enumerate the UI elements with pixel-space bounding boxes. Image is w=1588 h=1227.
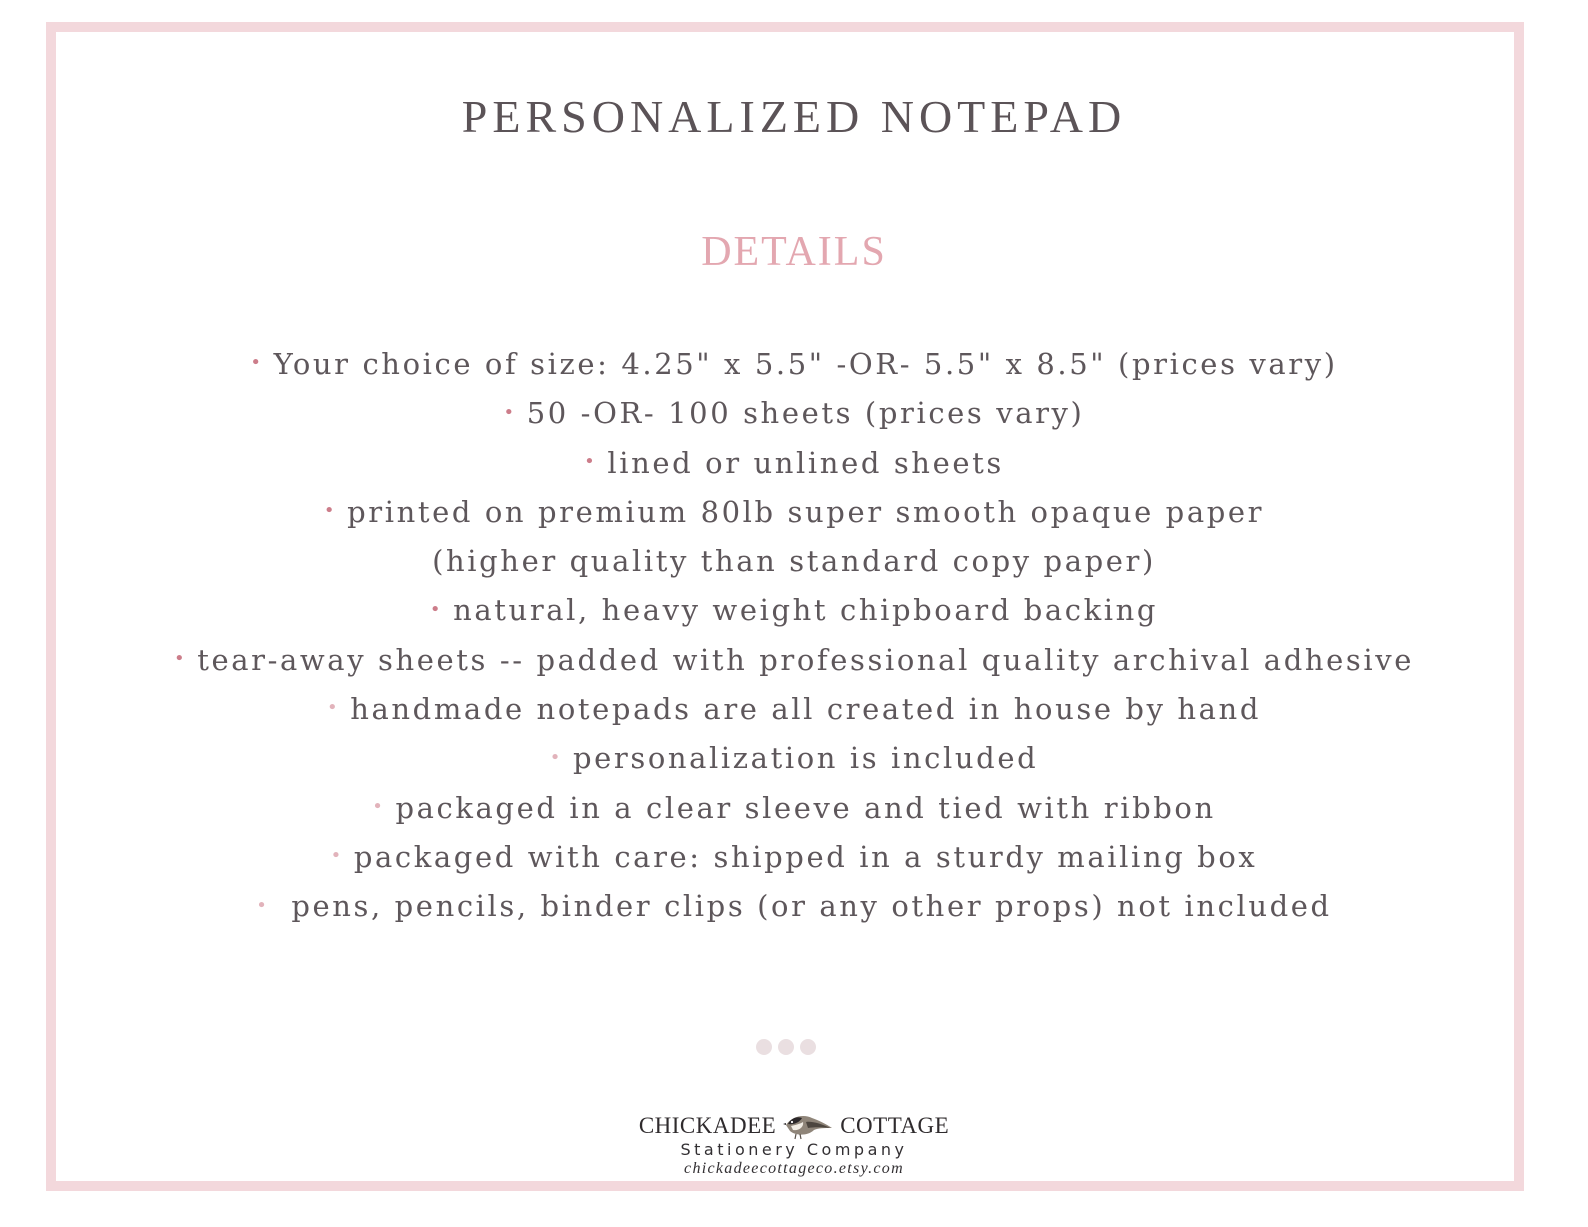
- detail-text: (higher quality than standard copy paper): [432, 544, 1156, 579]
- bullet-icon: •: [250, 352, 264, 374]
- logo-word-left: CHICKADEE: [638, 1113, 777, 1138]
- page-title: PERSONALIZED NOTEPAD: [461, 91, 1127, 142]
- dot-icon: [778, 1039, 794, 1055]
- bullet-icon: •: [372, 796, 386, 818]
- shop-url: chickadeecottageco.etsy.com: [684, 1160, 904, 1177]
- dot-icon: [800, 1039, 816, 1055]
- detail-line: [0, 340, 1588, 389]
- bullet-icon: •: [584, 450, 598, 472]
- bullet-icon: •: [549, 746, 563, 768]
- logo-company-name: Stationery Company: [680, 1140, 908, 1159]
- detail-line: [0, 685, 1588, 734]
- detail-line: [0, 537, 1588, 586]
- logo-word-right: COTTAGE: [840, 1113, 950, 1138]
- decorative-dots: [756, 1039, 820, 1057]
- detail-line: [0, 784, 1588, 833]
- detail-text: packaged with care: shipped in a sturdy mailing box: [353, 839, 1258, 874]
- details-list: [0, 340, 1588, 932]
- company-logo: [0, 1108, 1588, 1180]
- bullet-icon: •: [327, 697, 341, 719]
- detail-text: tear-away sheets -- padded with professional quality archival adhesive: [197, 642, 1414, 677]
- detail-text: natural, heavy weight chipboard backing: [453, 593, 1159, 628]
- bullet-icon: •: [429, 598, 444, 620]
- bullet-icon: •: [256, 894, 270, 916]
- detail-line: [0, 389, 1588, 438]
- detail-line: [0, 882, 1588, 931]
- detail-line: [0, 833, 1588, 882]
- logo-wordmark: [0, 1108, 1588, 1144]
- details-heading: DETAILS: [701, 229, 887, 275]
- detail-line: [0, 734, 1588, 783]
- detail-text: printed on premium 80lb super smooth opaque paper: [347, 494, 1265, 529]
- detail-text: Your choice of size: 4.25" x 5.5" -OR- 5.5" x 8.5" (prices vary): [273, 347, 1338, 381]
- detail-text: handmade notepads are all created in house by hand: [350, 692, 1261, 727]
- detail-line: [0, 636, 1588, 685]
- dot-icon: [756, 1039, 772, 1055]
- detail-text: lined or unlined sheets: [607, 445, 1004, 480]
- bullet-icon: •: [503, 401, 517, 423]
- chickadee-bird-icon: [782, 1110, 834, 1142]
- detail-text: pens, pencils, binder clips (or any other props) not included: [279, 889, 1332, 924]
- bullet-icon: •: [330, 845, 344, 867]
- detail-line: [0, 488, 1588, 537]
- detail-text: packaged in a clear sleeve and tied with ribbon: [395, 790, 1216, 825]
- detail-text: 50 -OR- 100 sheets (prices vary): [526, 396, 1085, 431]
- detail-line: [0, 439, 1588, 488]
- detail-text: personalization is included: [572, 741, 1039, 776]
- detail-line: [0, 586, 1588, 635]
- bullet-icon: •: [323, 500, 338, 522]
- bullet-icon: •: [174, 648, 188, 670]
